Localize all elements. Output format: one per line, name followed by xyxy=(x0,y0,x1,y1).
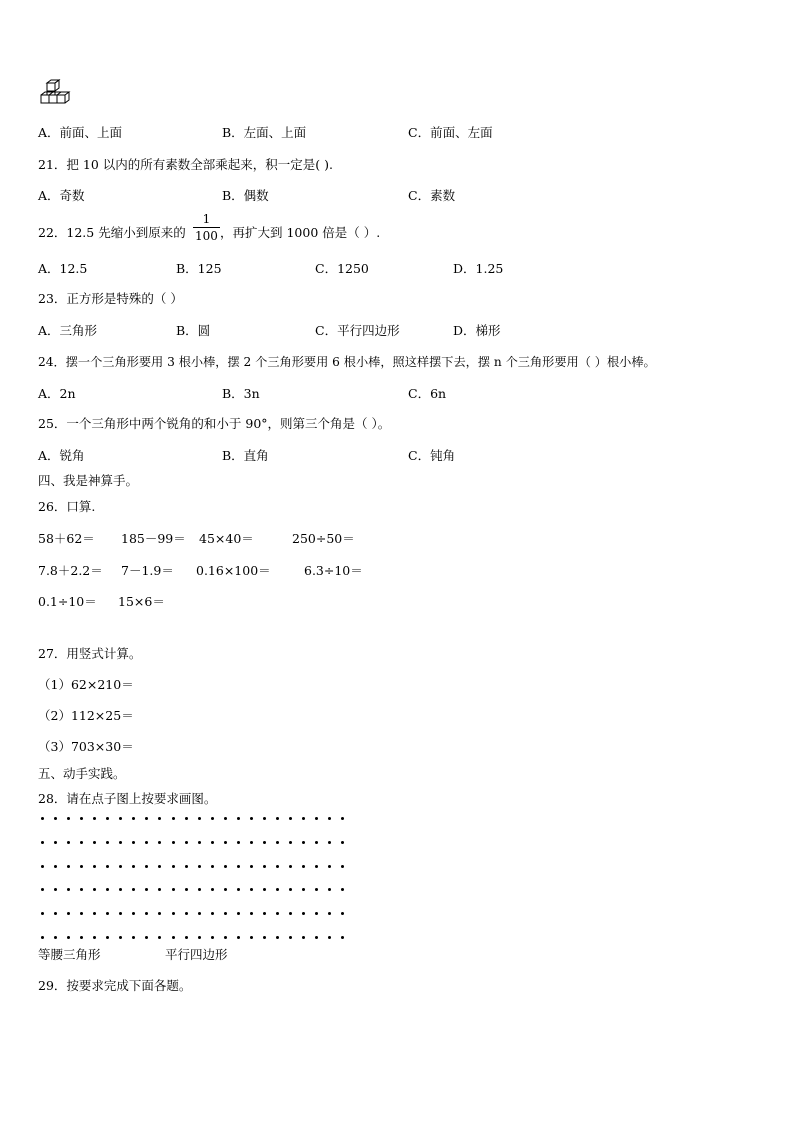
grid-dot[interactable] xyxy=(315,888,318,891)
grid-dot[interactable] xyxy=(198,912,201,915)
grid-dot[interactable] xyxy=(328,888,331,891)
grid-dot[interactable] xyxy=(119,865,122,868)
grid-dot[interactable] xyxy=(145,865,148,868)
grid-dot[interactable] xyxy=(185,841,188,844)
grid-dot[interactable] xyxy=(250,936,253,939)
q26-item: 15×6＝ xyxy=(118,594,165,609)
grid-dot[interactable] xyxy=(158,888,161,891)
grid-dot[interactable] xyxy=(341,841,344,844)
grid-dot[interactable] xyxy=(119,888,122,891)
q21-option-a[interactable]: A．奇数 xyxy=(38,188,85,203)
grid-dot[interactable] xyxy=(237,865,240,868)
grid-dot[interactable] xyxy=(250,817,253,820)
grid-dot[interactable] xyxy=(289,936,292,939)
grid-dot[interactable] xyxy=(41,841,44,844)
grid-dot[interactable] xyxy=(41,865,44,868)
grid-dot[interactable] xyxy=(263,817,266,820)
cubes-figure-icon xyxy=(38,78,74,110)
grid-dot[interactable] xyxy=(224,841,227,844)
grid-dot[interactable] xyxy=(328,912,331,915)
q25-option-b[interactable]: B．直角 xyxy=(222,448,269,463)
grid-dot[interactable] xyxy=(93,888,96,891)
grid-dot[interactable] xyxy=(54,817,57,820)
q27-item: （3）703×30＝ xyxy=(38,739,134,754)
grid-dot[interactable] xyxy=(211,912,214,915)
q24-question: 24．摆一个三角形要用 3 根小棒，摆 2 个三角形要用 6 根小棒，照这样摆下去，摆 n 个三角形要用（ ）根小棒。 xyxy=(38,355,656,369)
grid-dot[interactable] xyxy=(54,841,57,844)
grid-dot[interactable] xyxy=(132,912,135,915)
grid-dot[interactable] xyxy=(67,841,70,844)
grid-dot[interactable] xyxy=(302,865,305,868)
grid-dot[interactable] xyxy=(172,865,175,868)
grid-dot[interactable] xyxy=(106,817,109,820)
grid-dot[interactable] xyxy=(341,936,344,939)
grid-dot[interactable] xyxy=(276,865,279,868)
grid-dot[interactable] xyxy=(54,912,57,915)
grid-dot[interactable] xyxy=(224,888,227,891)
q28-title: 28．请在点子图上按要求画图。 xyxy=(38,791,217,806)
grid-dot[interactable] xyxy=(158,817,161,820)
grid-dot[interactable] xyxy=(132,936,135,939)
q22-fraction-denominator: 100 xyxy=(195,229,218,243)
grid-dot[interactable] xyxy=(80,936,83,939)
grid-dot[interactable] xyxy=(276,936,279,939)
grid-dot[interactable] xyxy=(185,888,188,891)
grid-dot[interactable] xyxy=(237,912,240,915)
grid-dot[interactable] xyxy=(132,865,135,868)
grid-dot[interactable] xyxy=(106,912,109,915)
q26-item: 58＋62＝ xyxy=(38,531,95,546)
section-5-heading: 五、动手实践。 xyxy=(38,766,126,781)
grid-dot[interactable] xyxy=(93,817,96,820)
q22-fraction xyxy=(193,212,220,243)
q23-option-b[interactable]: B．圆 xyxy=(176,323,211,338)
grid-dot[interactable] xyxy=(250,865,253,868)
grid-dot[interactable] xyxy=(41,936,44,939)
grid-dot[interactable] xyxy=(250,841,253,844)
q26-title: 26．口算. xyxy=(38,499,96,514)
grid-dot[interactable] xyxy=(80,912,83,915)
grid-dot[interactable] xyxy=(106,841,109,844)
grid-dot[interactable] xyxy=(341,865,344,868)
q23-option-a[interactable]: A．三角形 xyxy=(38,323,98,338)
grid-dot[interactable] xyxy=(211,865,214,868)
q26-item: 7－1.9＝ xyxy=(121,563,174,578)
section-4-heading: 四、我是神算手。 xyxy=(38,473,139,488)
grid-dot[interactable] xyxy=(67,912,70,915)
grid-dot[interactable] xyxy=(119,817,122,820)
grid-dot[interactable] xyxy=(80,888,83,891)
grid-dot[interactable] xyxy=(289,817,292,820)
grid-dot[interactable] xyxy=(106,865,109,868)
q29-title: 29．按要求完成下面各题。 xyxy=(38,978,192,993)
grid-dot[interactable] xyxy=(237,841,240,844)
grid-dot[interactable] xyxy=(302,841,305,844)
grid-dot[interactable] xyxy=(93,912,96,915)
grid-dot[interactable] xyxy=(41,888,44,891)
grid-dot[interactable] xyxy=(80,817,83,820)
grid-dot[interactable] xyxy=(158,912,161,915)
grid-dot[interactable] xyxy=(211,841,214,844)
grid-dot[interactable] xyxy=(67,936,70,939)
grid-dot[interactable] xyxy=(263,936,266,939)
q22-option-c[interactable]: C．1250 xyxy=(315,261,369,276)
grid-dot[interactable] xyxy=(145,888,148,891)
grid-dot[interactable] xyxy=(341,888,344,891)
q28-label-parallelogram: 平行四边形 xyxy=(165,947,228,962)
grid-dot[interactable] xyxy=(315,912,318,915)
grid-dot[interactable] xyxy=(315,865,318,868)
q23-option-d[interactable]: D．梯形 xyxy=(453,323,501,338)
q25-option-a[interactable]: A．锐角 xyxy=(38,448,85,463)
q24-option-c[interactable]: C．6n xyxy=(408,386,447,401)
grid-dot[interactable] xyxy=(93,841,96,844)
grid-dot[interactable] xyxy=(185,817,188,820)
grid-dot[interactable] xyxy=(224,912,227,915)
q21-option-b[interactable]: B．偶数 xyxy=(222,188,269,203)
grid-dot[interactable] xyxy=(185,936,188,939)
grid-dot[interactable] xyxy=(132,817,135,820)
q27-title: 27．用竖式计算。 xyxy=(38,646,142,661)
grid-dot[interactable] xyxy=(328,865,331,868)
grid-dot[interactable] xyxy=(145,936,148,939)
grid-dot[interactable] xyxy=(302,936,305,939)
q25-option-c[interactable]: C．钝角 xyxy=(408,448,456,463)
grid-dot[interactable] xyxy=(289,888,292,891)
q23-question: 23．正方形是特殊的（ ） xyxy=(38,291,183,306)
q24-option-a[interactable]: A．2n xyxy=(38,386,76,401)
grid-dot[interactable] xyxy=(315,936,318,939)
grid-dot[interactable] xyxy=(106,888,109,891)
grid-dot[interactable] xyxy=(328,841,331,844)
grid-dot[interactable] xyxy=(302,817,305,820)
grid-dot[interactable] xyxy=(132,888,135,891)
grid-dot[interactable] xyxy=(67,888,70,891)
grid-dot[interactable] xyxy=(302,912,305,915)
q20-option-c[interactable]: C．前面、左面 xyxy=(408,125,493,140)
grid-dot[interactable] xyxy=(54,888,57,891)
q23-option-c[interactable]: C．平行四边形 xyxy=(315,323,400,338)
grid-dot[interactable] xyxy=(276,888,279,891)
grid-dot[interactable] xyxy=(211,936,214,939)
grid-dot[interactable] xyxy=(224,817,227,820)
grid-dot[interactable] xyxy=(263,888,266,891)
q26-item: 0.16×100＝ xyxy=(196,563,271,578)
q26-item: 45×40＝ xyxy=(199,531,254,546)
grid-dot[interactable] xyxy=(198,841,201,844)
grid-dot[interactable] xyxy=(172,936,175,939)
q27-item: （2）112×25＝ xyxy=(38,708,134,723)
grid-dot[interactable] xyxy=(198,888,201,891)
grid-dot[interactable] xyxy=(93,865,96,868)
grid-dot[interactable] xyxy=(276,841,279,844)
grid-dot[interactable] xyxy=(93,936,96,939)
grid-dot[interactable] xyxy=(80,841,83,844)
q21-question: 21．把 10 以内的所有素数全部乘起来，积一定是( ). xyxy=(38,157,333,172)
grid-dot[interactable] xyxy=(119,912,122,915)
grid-dot[interactable] xyxy=(328,936,331,939)
grid-dot[interactable] xyxy=(67,817,70,820)
grid-dot[interactable] xyxy=(80,865,83,868)
grid-dot[interactable] xyxy=(132,841,135,844)
grid-dot[interactable] xyxy=(263,865,266,868)
q28-label-isosceles-triangle: 等腰三角形 xyxy=(38,947,101,962)
grid-dot[interactable] xyxy=(224,865,227,868)
grid-dot[interactable] xyxy=(106,936,109,939)
grid-dot[interactable] xyxy=(54,865,57,868)
grid-dot[interactable] xyxy=(315,817,318,820)
q24-option-b[interactable]: B．3n xyxy=(222,386,260,401)
grid-dot[interactable] xyxy=(315,841,318,844)
grid-dot[interactable] xyxy=(158,865,161,868)
grid-dot[interactable] xyxy=(172,888,175,891)
q25-question: 25．一个三角形中两个锐角的和小于 90°，则第三个角是（ ）。 xyxy=(38,416,391,431)
grid-dot[interactable] xyxy=(237,817,240,820)
q22-question-start: 22．12.5 先缩小到原来的 xyxy=(38,225,186,240)
grid-dot[interactable] xyxy=(185,912,188,915)
grid-dot[interactable] xyxy=(145,841,148,844)
q27-item: （1）62×210＝ xyxy=(38,677,134,692)
grid-dot[interactable] xyxy=(289,841,292,844)
grid-dot[interactable] xyxy=(158,841,161,844)
grid-dot[interactable] xyxy=(145,912,148,915)
q22-fraction-numerator: 1 xyxy=(202,212,211,226)
grid-dot[interactable] xyxy=(276,912,279,915)
q26-item: 185－99＝ xyxy=(121,531,186,546)
grid-dot[interactable] xyxy=(302,888,305,891)
q26-item: 6.3÷10＝ xyxy=(304,563,363,578)
grid-dot[interactable] xyxy=(211,888,214,891)
q22-question-end: ，再扩大到 1000 倍是（ ）. xyxy=(220,225,381,240)
grid-dot[interactable] xyxy=(119,841,122,844)
q21-option-c[interactable]: C．素数 xyxy=(408,188,456,203)
grid-dot[interactable] xyxy=(224,936,227,939)
grid-dot[interactable] xyxy=(158,936,161,939)
q22-option-d[interactable]: D．1.25 xyxy=(453,261,504,276)
grid-dot[interactable] xyxy=(172,841,175,844)
grid-dot[interactable] xyxy=(172,817,175,820)
q22-option-b[interactable]: B．125 xyxy=(176,261,222,276)
grid-dot[interactable] xyxy=(328,817,331,820)
q20-option-a[interactable]: A．前面、上面 xyxy=(38,125,123,140)
q22-option-a[interactable]: A．12.5 xyxy=(38,261,88,276)
grid-dot[interactable] xyxy=(237,936,240,939)
grid-dot[interactable] xyxy=(198,865,201,868)
grid-dot[interactable] xyxy=(41,912,44,915)
grid-dot[interactable] xyxy=(263,841,266,844)
grid-dot[interactable] xyxy=(341,912,344,915)
grid-dot[interactable] xyxy=(289,912,292,915)
grid-dot[interactable] xyxy=(185,865,188,868)
fraction-bar xyxy=(193,227,220,228)
grid-dot[interactable] xyxy=(250,912,253,915)
q26-item: 7.8＋2.2＝ xyxy=(38,563,103,578)
q26-item: 250÷50＝ xyxy=(292,531,355,546)
grid-dot[interactable] xyxy=(119,936,122,939)
grid-dot[interactable] xyxy=(67,865,70,868)
q20-option-b[interactable]: B．左面、上面 xyxy=(222,125,307,140)
grid-dot[interactable] xyxy=(289,865,292,868)
grid-dot[interactable] xyxy=(211,817,214,820)
grid-dot[interactable] xyxy=(145,817,148,820)
q26-item: 0.1÷10＝ xyxy=(38,594,97,609)
grid-dot[interactable] xyxy=(237,888,240,891)
grid-dot[interactable] xyxy=(263,912,266,915)
grid-dot[interactable] xyxy=(41,817,44,820)
grid-dot[interactable] xyxy=(172,912,175,915)
grid-dot[interactable] xyxy=(198,936,201,939)
grid-dot[interactable] xyxy=(250,888,253,891)
grid-dot[interactable] xyxy=(276,817,279,820)
grid-dot[interactable] xyxy=(198,817,201,820)
grid-dot[interactable] xyxy=(341,817,344,820)
grid-dot[interactable] xyxy=(54,936,57,939)
